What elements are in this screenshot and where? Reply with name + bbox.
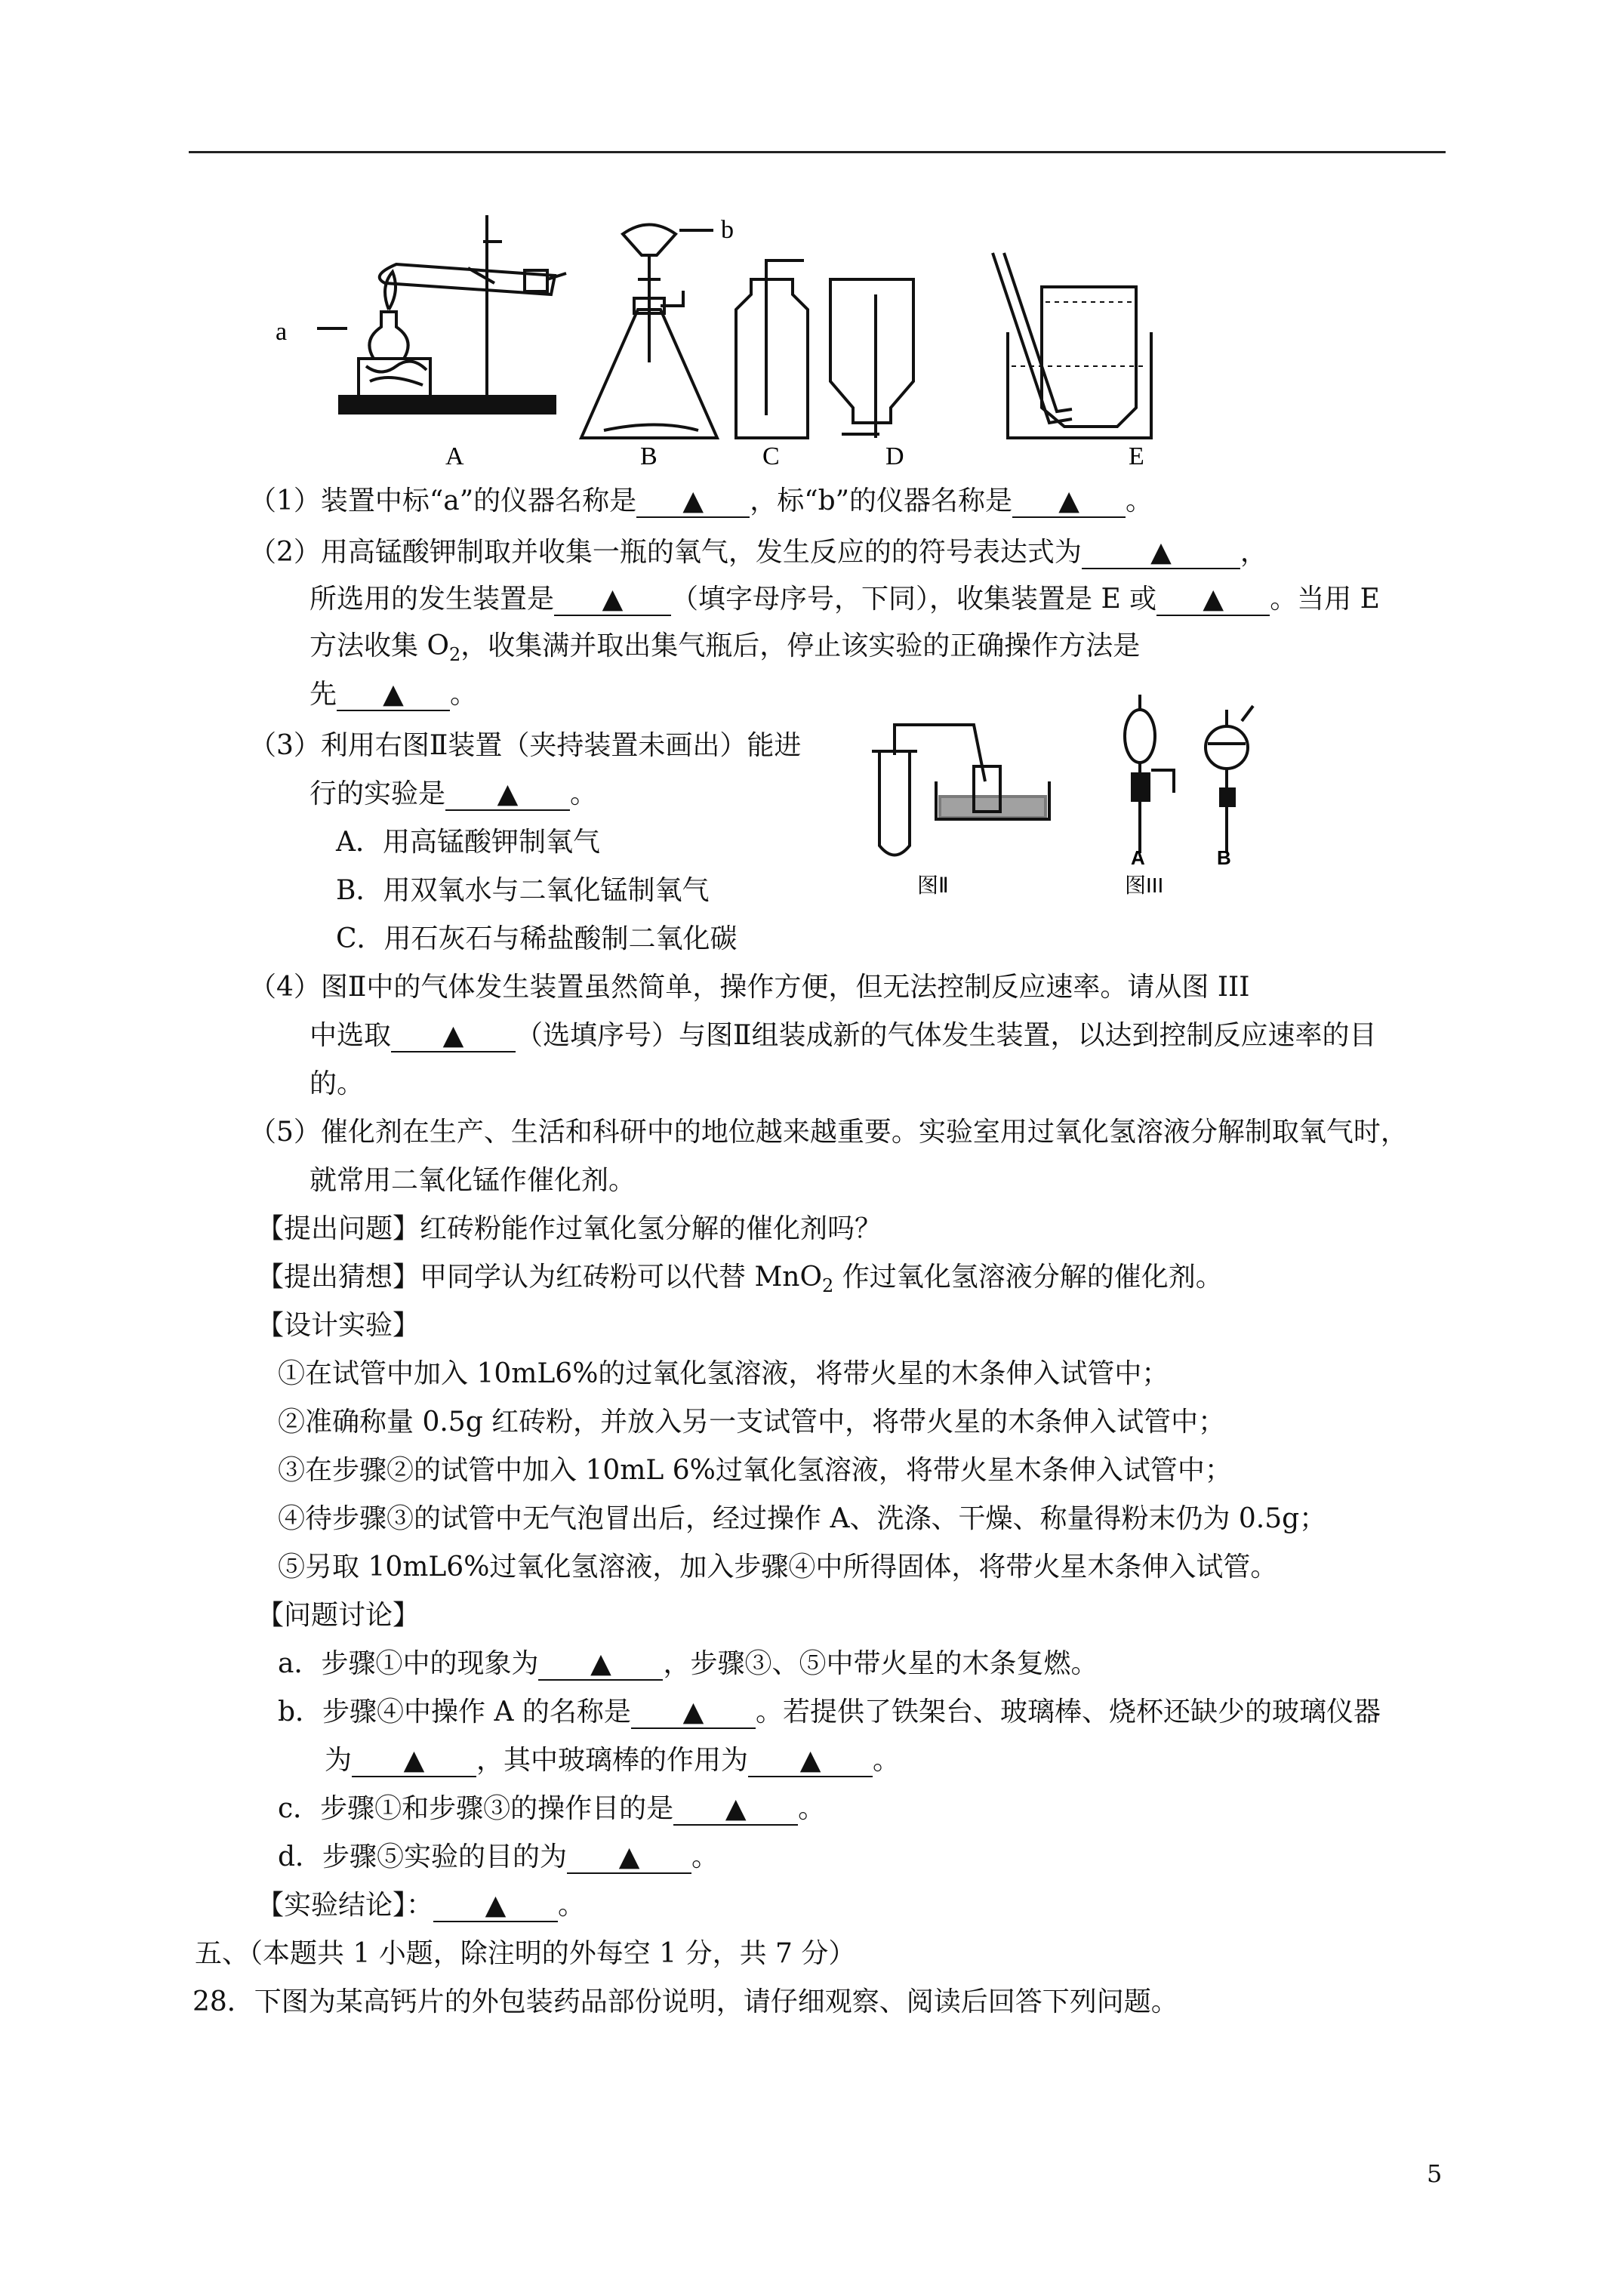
fig3-label-B: B [1217,846,1231,869]
q5-b2-text-2: ，其中玻璃棒的作用为 [476,1745,749,1776]
q2-text-1: （2）用高锰酸钾制取并收集一瓶的氧气，发生反应的的符号表达式为 [249,537,1082,568]
answer-blank[interactable]: ▲ [352,1746,476,1777]
fig3-label-A: A [1131,846,1145,869]
q5-step-1: ①在试管中加入 10mL6%的过氧化氢溶液，将带火星的木条伸入试管中； [278,1358,1169,1389]
section-five-heading: 五、（本题共 1 小题，除注明的外每空 1 分，共 7 分） [195,1938,856,1969]
figure-II-III [861,695,1283,921]
caption-E: E [1129,442,1144,470]
label-a: a [276,318,288,346]
q1-line [249,483,1153,519]
q5-guess-text-1: 【提出猜想】甲同学认为红砖粉可以代替 MnO [257,1262,823,1293]
q5-b2-line [325,1743,900,1779]
q5-step-5: ⑤另取 10mL6%过氧化氢溶液，加入步骤④中所得固体，将带火星木条伸入试管。 [278,1552,1278,1583]
answer-blank[interactable]: ▲ [554,584,671,616]
q2-text-8: 先 [310,679,337,710]
q2-text-2: ， [1240,537,1267,568]
answer-blank[interactable]: ▲ [433,1891,558,1922]
q5-guess [257,1259,1223,1304]
q2-subscript: 2 [448,644,461,665]
q3-line-1: （3）利用右图Ⅱ装置（夹持装置未画出）能进 [249,730,802,761]
answer-blank[interactable]: ▲ [1012,486,1126,518]
q2-text-7: ，收集满并取出集气瓶后，停止该实验的正确操作方法是 [460,630,1141,661]
answer-blank[interactable]: ▲ [748,1746,873,1777]
caption-fig2: 图Ⅱ [917,874,949,897]
q2-text-4: （填字母序号，下同），收集装置是 E 或 [671,584,1157,615]
caption-C: C [762,442,780,470]
q1-text-1: （1）装置中标“a”的仪器名称是 [249,485,637,516]
answer-blank[interactable]: ▲ [636,486,750,518]
q5-a-text-2: ，步骤③、⑤中带火星的木条复燃。 [663,1648,1098,1679]
q3-option-C: C．用石灰石与稀盐酸制二氧化碳 [336,923,738,954]
q4-line-1: （4）图Ⅱ中的气体发生装置虽然简单，操作方便，但无法控制反应速率。请从图 III [249,972,1250,1003]
label-b: b [721,216,734,244]
q5-step-3: ③在步骤②的试管中加入 10mL 6%过氧化氢溶液，将带火星木条伸入试管中； [278,1455,1232,1486]
answer-blank[interactable]: ▲ [337,680,450,711]
q5-concl-text-1: 【实验结论】： [257,1890,434,1921]
q1-text-2: ，标“b”的仪器名称是 [750,485,1013,516]
q2-text-3: 所选用的发生装置是 [310,584,555,615]
caption-D: D [885,442,904,470]
q2-line-3 [310,628,1140,673]
q5-step-4: ④待步骤③的试管中无气泡冒出后，经过操作 A、洗涤、干燥、称量得粉末仍为 0.5g； [278,1503,1327,1534]
q3-option-B: B．用双氧水与二氧化锰制氧气 [336,875,710,906]
answer-blank[interactable]: ▲ [631,1697,756,1729]
q5-concl-text-2: 。 [558,1890,586,1921]
q5-b2-text-1: 为 [325,1745,353,1776]
q3-text-1: 行的实验是 [310,778,446,809]
caption-B: B [640,442,658,470]
answer-blank[interactable]: ▲ [1082,538,1240,569]
q2-line-2 [310,581,1380,618]
q4-text-1: 中选取 [310,1020,392,1051]
caption-A: A [445,442,464,470]
q5-b-line [278,1694,1381,1730]
page-number: 5 [1427,2159,1443,2188]
q5-c-text-2: 。 [798,1793,826,1824]
apparatus-figure [276,211,1223,476]
q5-conclusion [257,1888,585,1924]
q5-ask: 【提出问题】红砖粉能作过氧化氢分解的催化剂吗？ [257,1213,882,1244]
answer-blank[interactable]: ▲ [1156,584,1270,616]
q5-c-text-1: c．步骤①和步骤③的操作目的是 [278,1793,674,1824]
header-rule [189,151,1446,153]
q2-text-5: 。当用 E [1270,584,1380,615]
q5-d-line [278,1839,719,1875]
q5-b-text-1: b．步骤④中操作 A 的名称是 [278,1697,631,1727]
q3-option-A: A．用高锰酸钾制氧气 [336,827,600,858]
q5-guess-subscript: 2 [822,1275,834,1296]
q4-text-2: （选填序号）与图Ⅱ组装成新的气体发生装置，以达到控制反应速率的目 [516,1020,1377,1051]
q5-b2-text-3: 。 [873,1745,901,1776]
answer-blank[interactable]: ▲ [567,1842,691,1874]
q5-b-text-2: 。若提供了铁架台、玻璃棒、烧杯还缺少的玻璃仪器 [755,1697,1381,1727]
q5-step-2: ②准确称量 0.5g 红砖粉，并放入另一支试管中，将带火星的木条伸入试管中； [278,1407,1226,1438]
q5-c-line [278,1791,825,1827]
q5-guess-text-2: 作过氧化氢溶液分解的催化剂。 [833,1262,1223,1293]
q2-text-6: 方法收集 O [310,630,449,661]
q5-d-text-2: 。 [691,1841,719,1872]
q5-line-2: 就常用二氧化锰作催化剂。 [310,1165,636,1196]
q5-discuss: 【问题讨论】 [257,1600,420,1631]
question-28: 28．下图为某高钙片的外包装药品部份说明，请仔细观察、阅读后回答下列问题。 [192,1986,1178,2017]
q4-line-2 [310,1018,1377,1054]
answer-blank[interactable]: ▲ [445,779,570,811]
q5-d-text-1: d．步骤⑤实验的目的为 [278,1841,568,1872]
answer-blank[interactable]: ▲ [673,1794,798,1826]
q5-a-line [278,1646,1098,1682]
caption-fig3: 图III [1125,874,1164,897]
q5-design: 【设计实验】 [257,1310,420,1341]
q1-text-3: 。 [1126,485,1153,516]
answer-blank[interactable]: ▲ [391,1021,516,1052]
q5-a-text-1: a．步骤①中的现象为 [278,1648,539,1679]
q4-line-3: 的。 [310,1068,365,1099]
q3-text-2: 。 [570,778,598,809]
q3-line-2 [310,776,597,812]
q2-line-4 [310,676,477,713]
q2-line-1 [249,535,1267,571]
q5-line-1: （5）催化剂在生产、生活和科研中的地位越来越重要。实验室用过氧化氢溶液分解制取氧气时， [249,1117,1408,1148]
answer-blank[interactable]: ▲ [538,1649,663,1681]
q2-text-9: 。 [450,679,478,710]
